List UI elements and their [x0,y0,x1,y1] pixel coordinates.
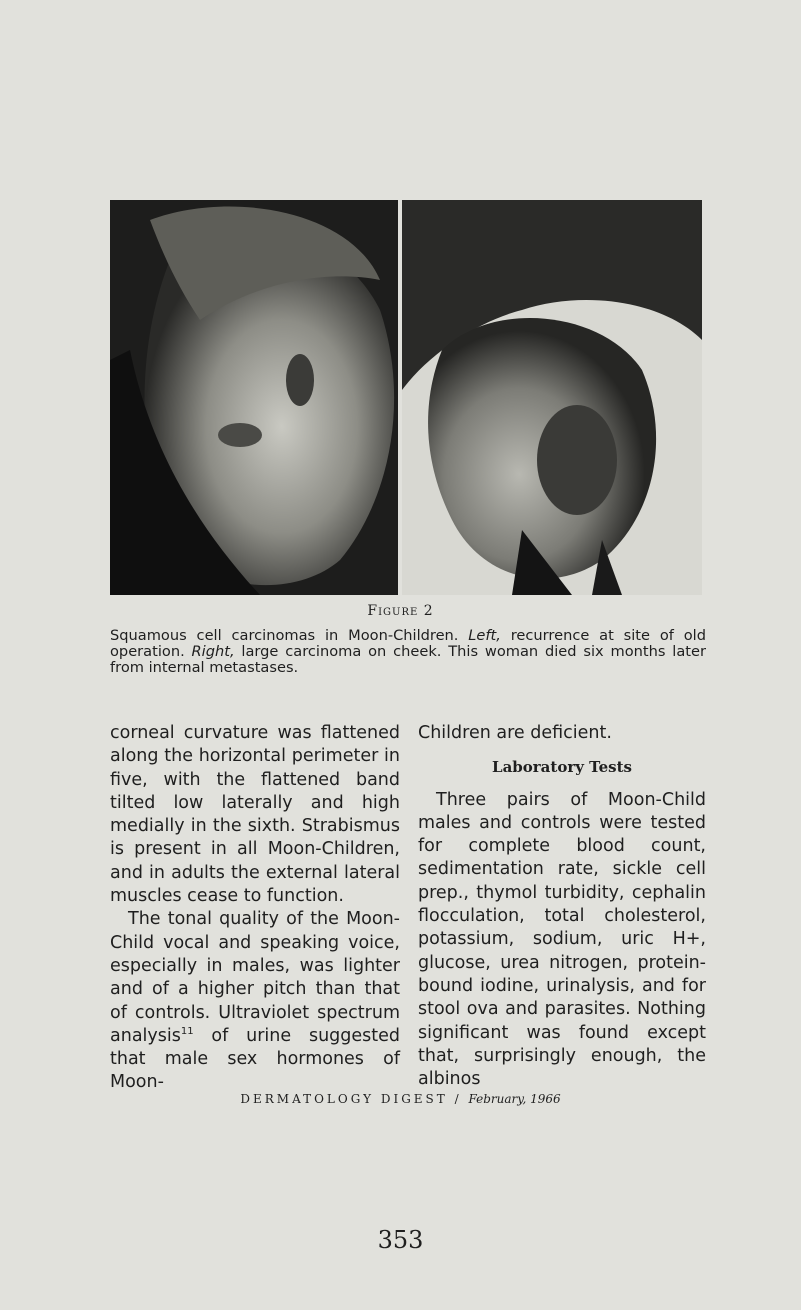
photo-left-patient-profile [110,200,398,595]
footer-separator: / [447,1092,469,1106]
paragraph-voice [110,908,400,1094]
paragraph-continuation: Children are deficient. [418,723,612,743]
caption-left-label: Left, [468,627,501,644]
section-heading: Laboratory Tests [492,758,632,777]
caption-right-label: Right, [191,643,235,660]
running-footer [0,1092,801,1106]
figure-title: Figure 2 [367,603,434,619]
photo-right-patient-cheek [402,200,702,595]
caption-lead: Squamous cell carcinomas in Moon-Children. [110,627,469,644]
issue-date: February, 1966 [468,1092,561,1106]
voice-text-a: The tonal quality of the Moon-Child vocal and speaking voice, especially in males, was lighter and of a higher pitch than that of controls. Ultraviolet spectrum analysis [110,909,400,1046]
caption-right-text: large carcinoma on cheek. This woman died six months later from internal metastases. [110,643,706,676]
page-number: 353 [377,1226,424,1254]
figure-caption [110,628,706,676]
reference-superscript: 11 [180,1026,194,1038]
voice-text-b: of urine suggested that male sex hormones of Moon- [110,1025,400,1093]
paragraph-corneal: corneal curvature was flattened along the horizontal perimeter in five, with the flattened band tilted low laterally and high medially in the sixth. Strabismus is present in all Moon-Children, and in adults the external lateral muscles cease to function. [110,723,400,907]
body-column-left [110,722,400,1095]
body-column-right [418,722,706,1091]
journal-name: DERMATOLOGY DIGEST [240,1092,448,1106]
paragraph-lab-tests: Three pairs of Moon-Child males and controls were tested for complete blood count, sedimentation rate, sickle cell prep., thymol turbidity, cephalin flocculation, total cholesterol, potassium, sodium, uric H+, glucose, urea nitrogen, protein-bound iodine, urinalysis, and for stool ova and parasites. Nothing significant was found except that, surprisingly enough, the albinos [418,789,706,1090]
caption-left-text: recurrence at site of old operation. [110,627,706,660]
